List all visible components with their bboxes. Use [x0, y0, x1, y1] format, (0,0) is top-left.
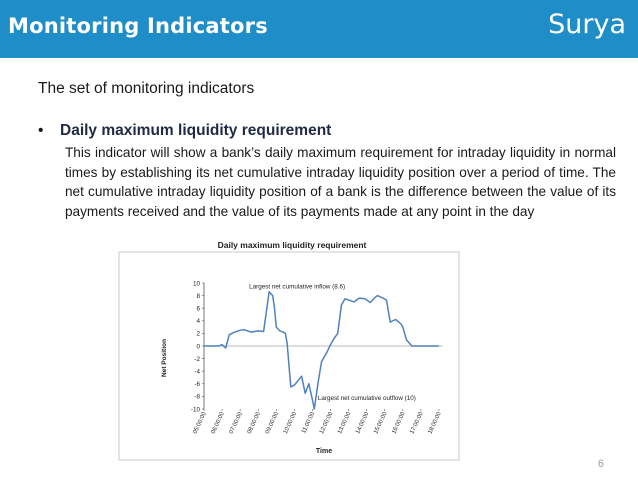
x-tick-label: 05:00:00: [192, 411, 208, 436]
y-tick-label: 6: [196, 305, 200, 313]
x-tick-label: 15:00:00: [373, 411, 389, 436]
x-tick-label: 16:00:00: [391, 411, 407, 436]
x-tick-label: 07:00:00: [228, 411, 244, 436]
brand-logo: Surya: [548, 9, 626, 40]
x-tick-label: 09:00:00: [264, 411, 281, 436]
x-tick-label: 18:00:00: [427, 411, 443, 436]
x-tick-label: 08:00:00: [246, 411, 263, 436]
y-tick-label: -4: [194, 368, 200, 376]
y-axis-label: Net Position: [161, 339, 168, 377]
x-tick-label: 17:00:00: [409, 411, 425, 436]
y-tick-label: 0: [196, 343, 200, 351]
x-tick-label: 13:00:00: [337, 411, 353, 436]
y-tick-label: 2: [196, 330, 200, 338]
y-tick-label: 4: [196, 318, 200, 326]
y-tick-label: -6: [194, 381, 200, 389]
x-tick-label: 12:00:00: [319, 411, 335, 436]
x-axis-label: Time: [315, 448, 333, 455]
y-tick-label: -2: [194, 355, 200, 363]
y-tick-label: 10: [192, 280, 200, 288]
liquidity-chart: [116, 238, 462, 464]
annotation-inflow: Largest net cumulative inflow (8.6): [249, 283, 346, 291]
annotation-outflow: Largest net cumulative outflow (10): [317, 395, 416, 403]
bullet-item: [38, 122, 331, 140]
slide-subtitle: The set of monitoring indicators: [38, 80, 255, 97]
bullet-description: This indicator will show a bank’s daily maximum requirement for intraday liquidity in normal times by establishing its net cumulative intraday liquidity position over a period of time. The net cumulative intraday liquidity position of a bank is the difference between the value of its payments received and the value of its payments made at any point in the day: [65, 145, 616, 219]
x-tick-label: 06:00:00: [210, 411, 226, 436]
slide-header: [0, 0, 638, 58]
bullet-marker: •: [38, 122, 44, 139]
y-tick-label: -10: [190, 406, 200, 414]
x-tick-label: 11:00:00: [301, 411, 317, 435]
y-tick-label: 8: [196, 292, 200, 300]
bullet-title: Daily maximum liquidity requirement: [60, 122, 332, 139]
x-tick-label: 10:00:00: [282, 411, 299, 436]
page-number: 6: [597, 458, 604, 470]
y-tick-label: -8: [194, 393, 200, 401]
x-tick-label: 14:00:00: [355, 411, 371, 436]
slide-title: Monitoring Indicators: [8, 14, 268, 38]
chart-svg: [116, 238, 462, 464]
chart-title: Daily maximum liquidity requirement: [217, 240, 367, 250]
